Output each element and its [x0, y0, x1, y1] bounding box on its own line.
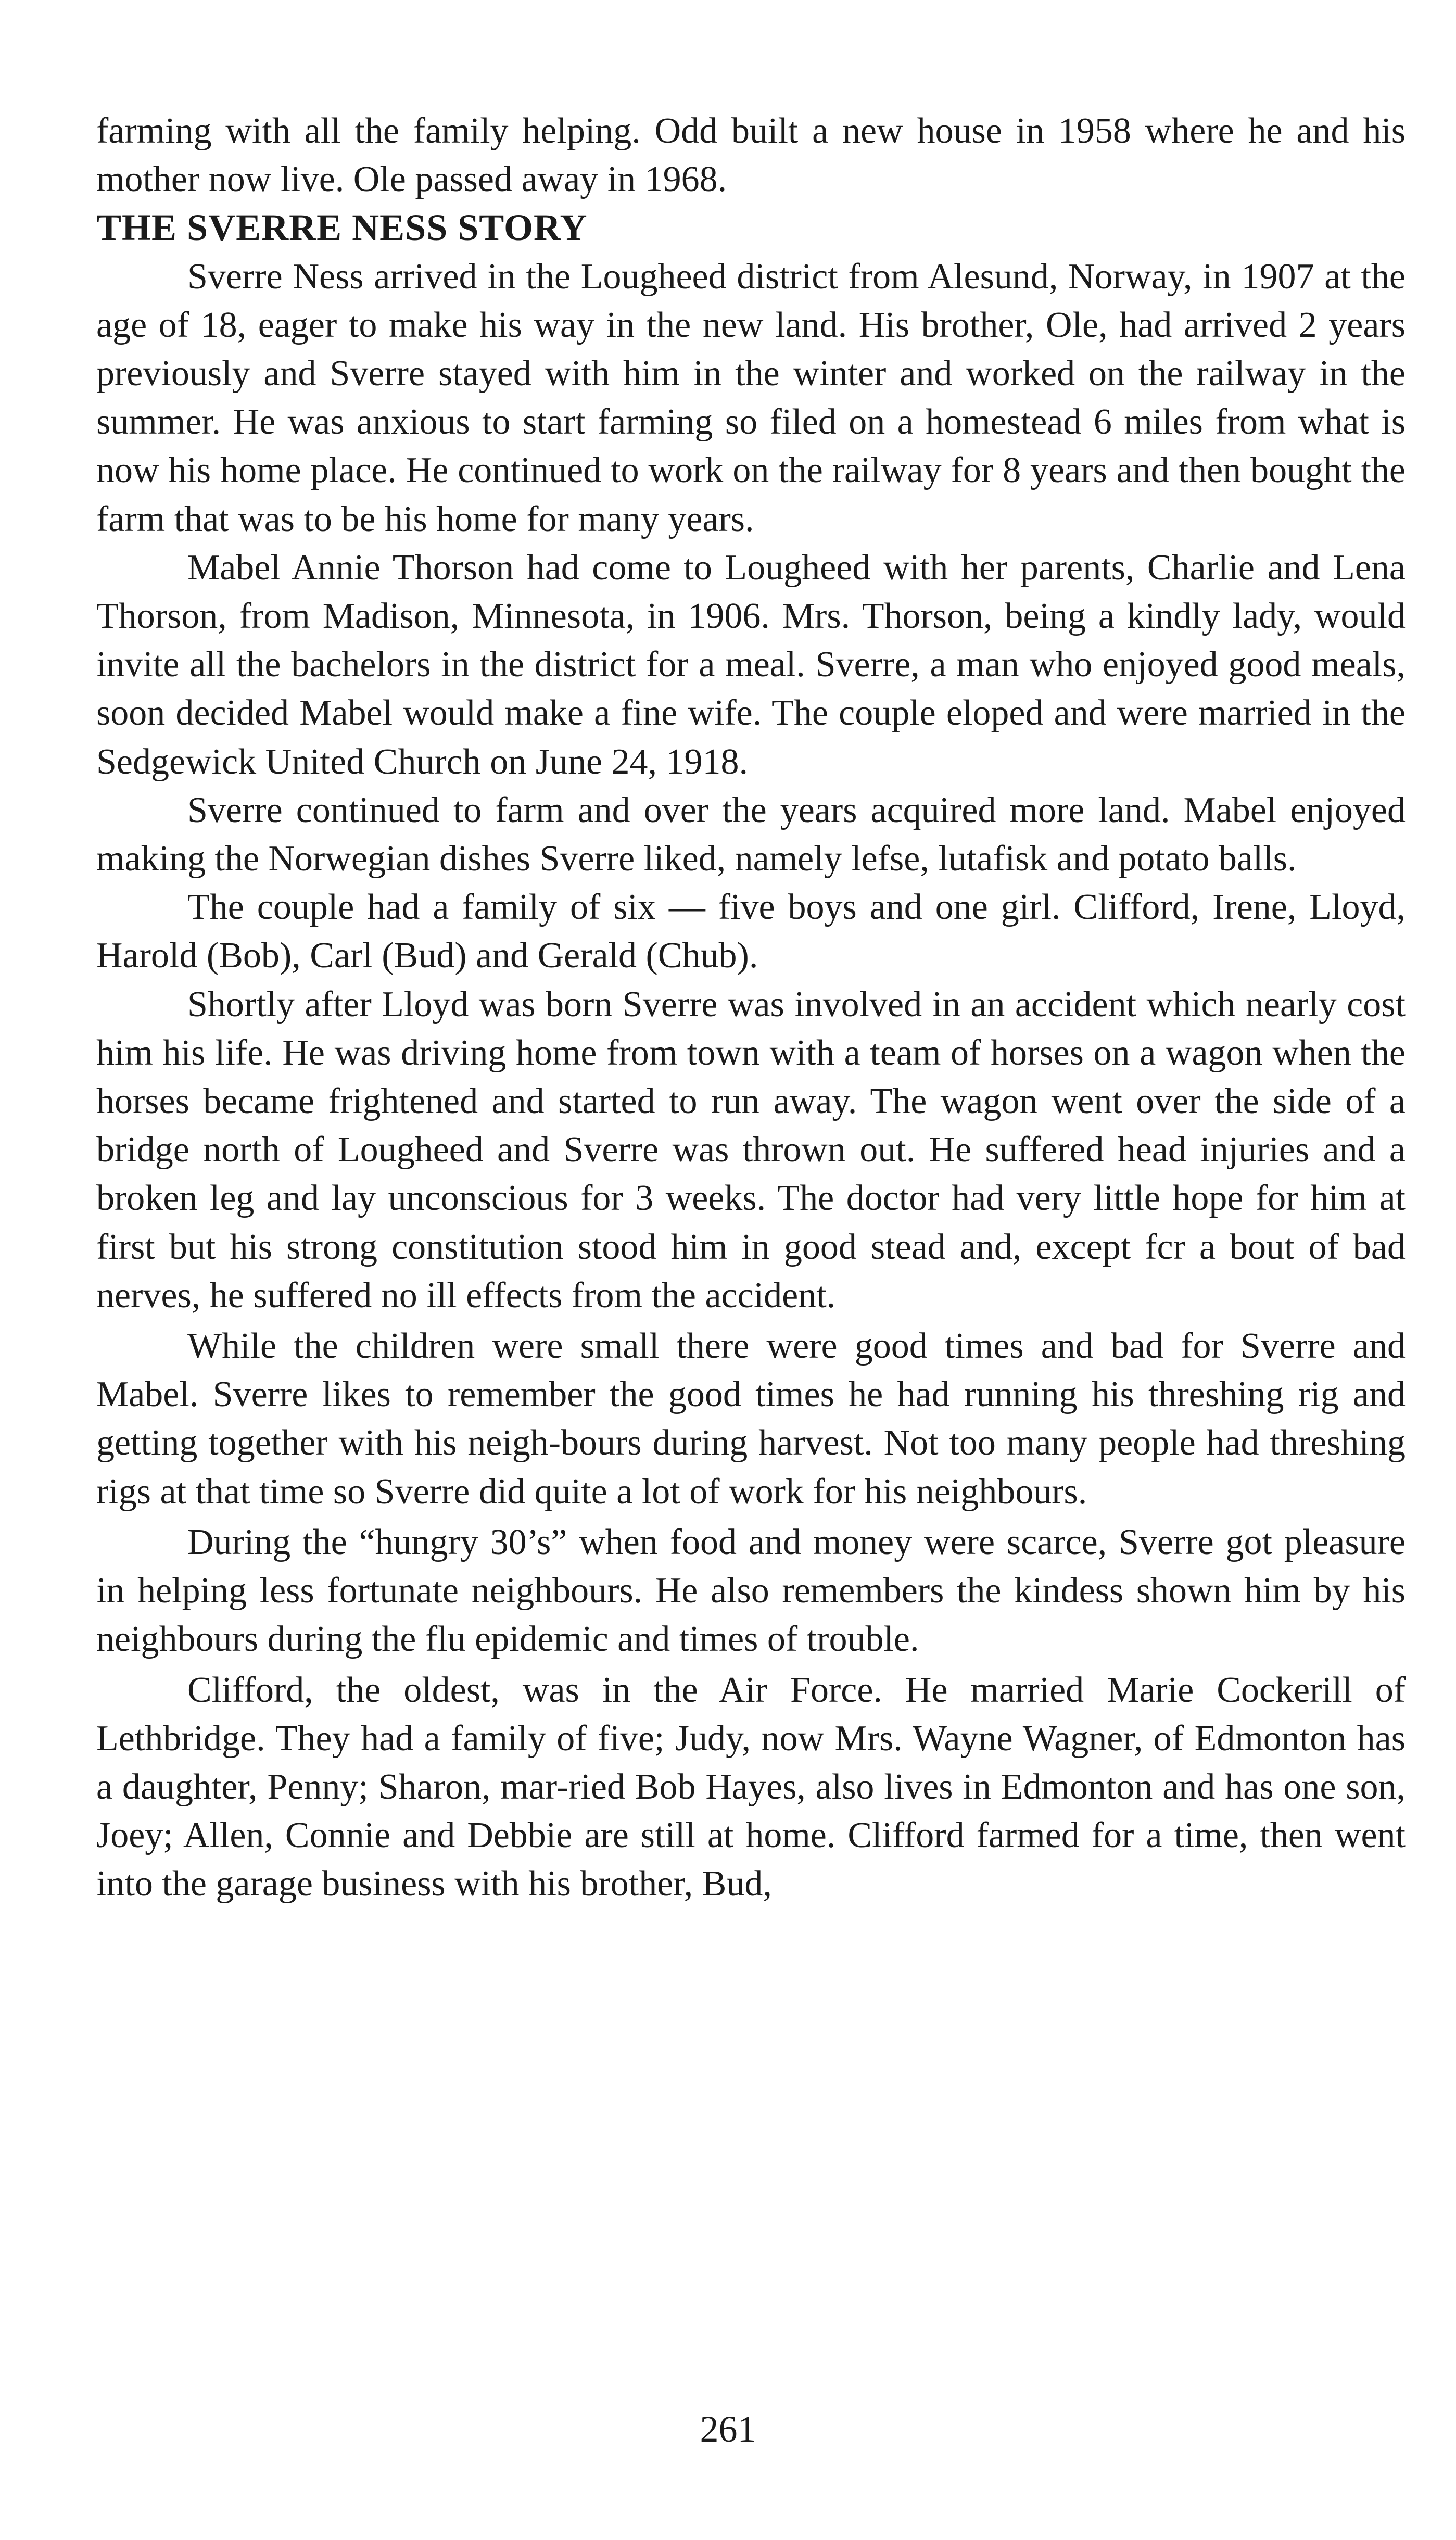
paragraph-family: The couple had a family of six — five boys and one girl. Clifford, Irene, Lloyd, Harold (Bob), Carl (Bud) and Gerald (Chub). [96, 887, 1406, 976]
section-heading: THE SVERRE NESS STORY [96, 207, 588, 249]
paragraph-arrival: Sverre Ness arrived in the Lougheed district from Alesund, Norway, in 1907 at the age of 18, eager to make his way in the new land. His brother, Ole, had arrived 2 years previously and Sverre stayed with him in the winter and worked on the railway in the summer. He was anxious to start farming so filed on a homestead 6 miles from what is now his home place. He continued to work on the railway for 8 years and then bought the farm that was to be his home for many years. [96, 256, 1406, 539]
paragraph-farming: Sverre continued to farm and over the years acquired more land. Mabel enjoyed making the Norwegian dishes Sverre liked, namely lefse, lutafisk and potato balls. [96, 790, 1406, 879]
paragraph-threshing: While the children were small there were good times and bad for Sverre and Mabel. Sverre likes to remember the good times he had running his threshing rig and getting together with his neigh-bours during harvest. Not too many people had threshing rigs at that time so Sverre did quite a lot of work for his neighbours. [96, 1326, 1406, 1512]
paragraph-hungry-thirties: During the “hungry 30’s” when food and money were scarce, Sverre got pleasure in helping less fortunate neighbours. He also remembers the kindess shown him by his neighbours during the flu epidemic and times of trouble. [96, 1522, 1406, 1660]
text-column [96, 107, 1406, 1909]
paragraph-accident: Shortly after Lloyd was born Sverre was involved in an accident which nearly cost him his life. He was driving home from town with a team of horses on a wagon when the horses became frightened and started to run away. The wagon went over the side of a bridge north of Lougheed and Sverre was thrown out. He suffered head injuries and a broken leg and lay unconscious for 3 weeks. The doctor had very little hope for him at first but his strong constitution stood him in good stead and, except fcr a bout of bad nerves, he suffered no ill effects from the accident. [96, 984, 1406, 1316]
paragraph-clifford: Clifford, the oldest, was in the Air Force. He married Marie Cockerill of Lethbridge. They had a family of five; Judy, now Mrs. Wayne Wagner, of Edmonton has a daughter, Penny; Sharon, mar-ried Bob Hayes, also lives in Edmonton and has one son, Joey; Allen, Connie and Debbie are still at home. Clifford farmed for a time, then went into the garage business with his brother, Bud, [96, 1670, 1406, 1904]
continuation-paragraph: farming with all the family helping. Odd built a new house in 1958 where he and his mother now live. Ole passed away in 1968. [96, 111, 1406, 200]
page-number: 261 [700, 2408, 756, 2450]
paragraph-mabel: Mabel Annie Thorson had come to Lougheed with her parents, Charlie and Lena Thorson, from Madison, Minnesota, in 1906. Mrs. Thorson, being a kindly lady, would invite all the bachelors in the district for a meal. Sverre, a man who enjoyed good meals, soon decided Mabel would make a fine wife. The couple eloped and were married in the Sedgewick United Church on June 24, 1918. [96, 547, 1406, 782]
